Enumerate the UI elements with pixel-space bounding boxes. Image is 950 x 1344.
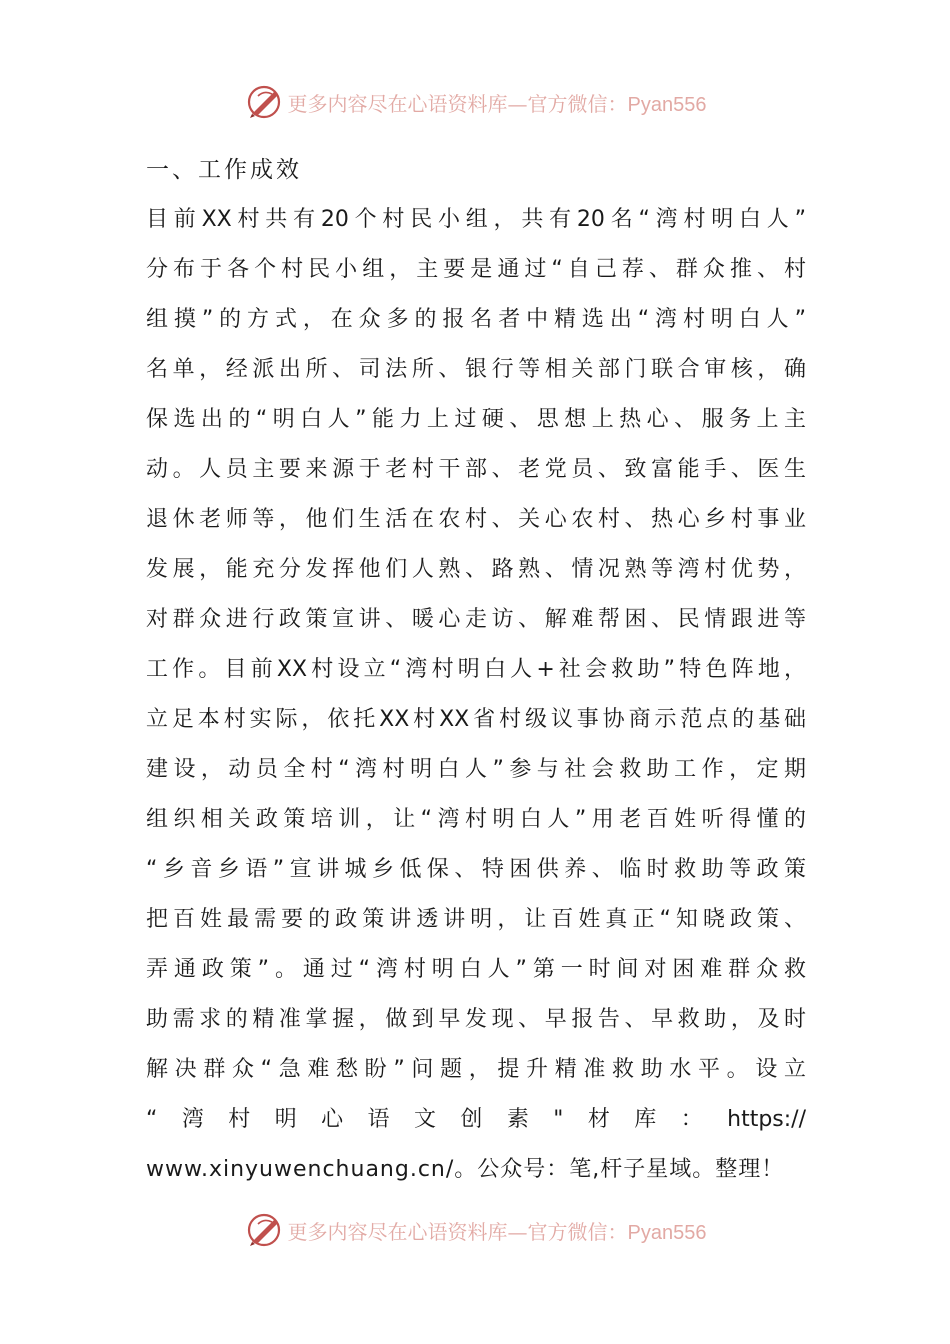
- paragraph-line: “湾村明心语文创素"材库：https://: [146, 1107, 806, 1132]
- paragraph-line: 解决群众“急难愁盼”问题，提升精准救助水平。设立: [146, 1057, 806, 1082]
- paragraph-line: 名单，经派出所、司法所、银行等相关部门联合审核，确: [146, 357, 806, 382]
- header-watermark-banner: [0, 82, 950, 122]
- paragraph-line: 对群众进行政策宣讲、暖心走访、解难帮困、民情跟进等: [146, 607, 806, 632]
- pen-logo-icon: [244, 82, 284, 122]
- watermark-text: 更多内容尽在心语资料库—官方微信：Pyan556: [287, 1219, 707, 1244]
- footer-watermark-banner: [0, 1210, 950, 1250]
- pen-logo-icon: [244, 1210, 284, 1250]
- paragraph-line: 组织相关政策培训，让“湾村明白人”用老百姓听得懂的: [146, 807, 806, 832]
- paragraph-line: 退休老师等，他们生活在农村、关心农村、热心乡村事业: [146, 507, 806, 532]
- paragraph-line: 发展，能充分发挥他们人熟、路熟、情况熟等湾村优势，: [146, 557, 806, 582]
- paragraph-line: 立足本村实际，依托XX村XX省村级议事协商示范点的基础: [146, 707, 806, 732]
- paragraph-line: “乡音乡语”宣讲城乡低保、特困供养、临时救助等政策: [146, 857, 806, 882]
- section-heading: 一、工作成效: [146, 157, 302, 183]
- paragraph-line: 工作。目前XX村设立“湾村明白人+社会救助”特色阵地，: [146, 657, 806, 682]
- paragraph-line: 建设，动员全村“湾村明白人”参与社会救助工作，定期: [146, 757, 806, 782]
- paragraph-line: 弄通政策”。通过“湾村明白人”第一时间对困难群众救: [146, 957, 806, 982]
- document-body: [146, 145, 806, 1195]
- paragraph-line: 目前XX村共有20个村民小组，共有20名“湾村明白人”: [146, 207, 806, 232]
- wechat-id: Pyan556: [627, 1221, 707, 1244]
- paragraph-line: 动。人员主要来源于老村干部、老党员、致富能手、医生: [146, 457, 806, 482]
- paragraph-line: 分布于各个村民小组，主要是通过“自己荐、群众推、村: [146, 257, 806, 282]
- paragraph-line: www.xinyuwenchuang.cn/。公众号：笔,杆子星域。整理！: [146, 1157, 785, 1182]
- paragraph-line: 把百姓最需要的政策讲透讲明，让百姓真正“知晓政策、: [146, 907, 806, 932]
- wechat-id: Pyan556: [627, 93, 707, 116]
- paragraph-line: 保选出的“明白人”能力上过硬、思想上热心、服务上主: [146, 407, 806, 432]
- paragraph-line: 组摸”的方式，在众多的报名者中精选出“湾村明白人”: [146, 307, 806, 332]
- paragraph-line: 助需求的精准掌握，做到早发现、早报告、早救助，及时: [146, 1007, 806, 1032]
- watermark-text: 更多内容尽在心语资料库—官方微信：Pyan556: [287, 91, 707, 116]
